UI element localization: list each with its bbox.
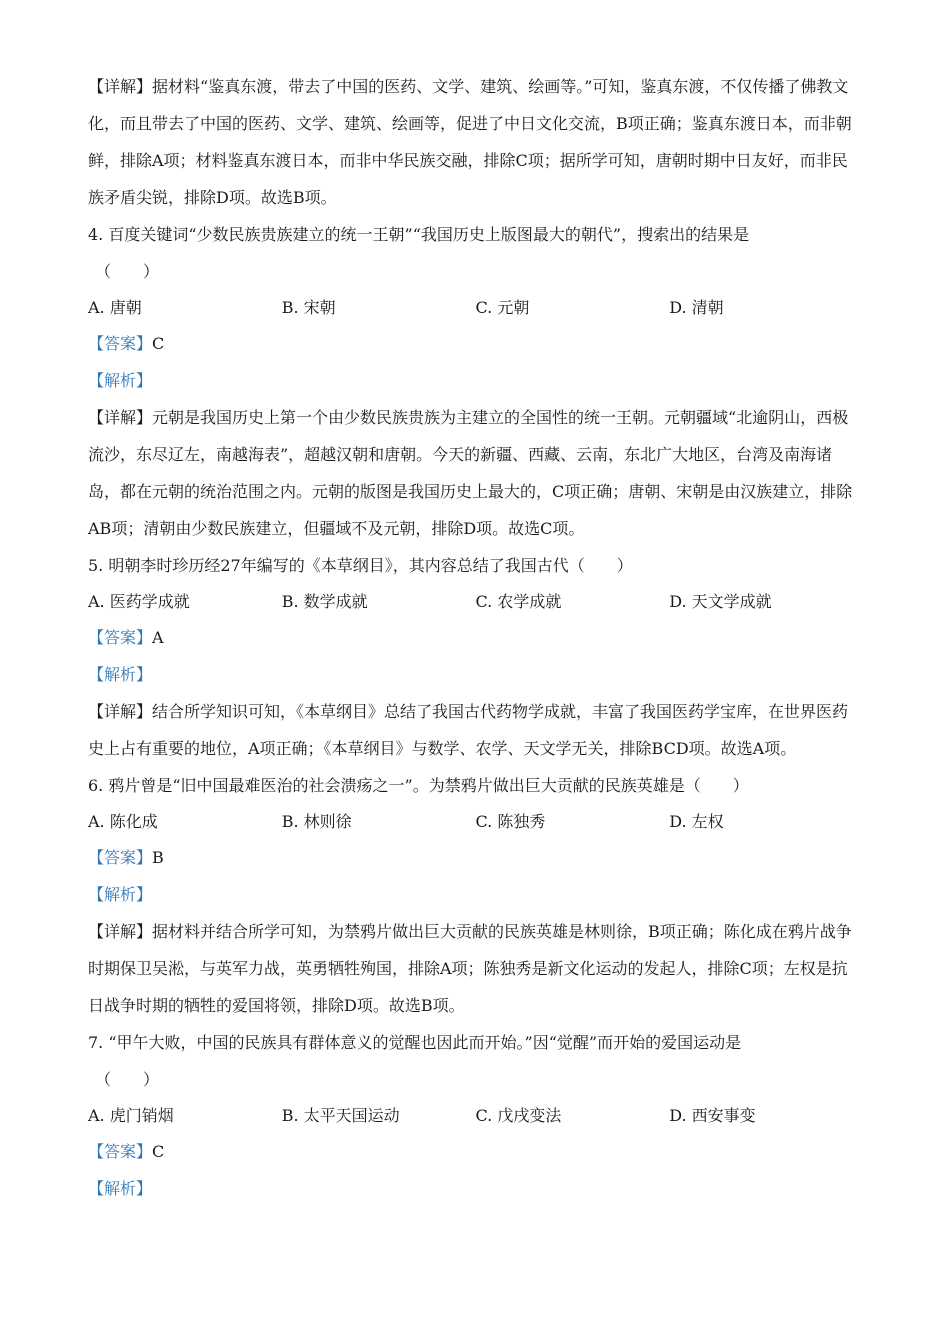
q5-detail-text: 结合所学知识可知，《本草纲目》总结了我国古代药物学成就，丰富了我国医药学宝库，在世界医药史上占有重要的地位，A项正确；《本草纲目》与数学、农学、天文学无关，排除BCD项。故选A项。 (88, 702, 849, 758)
q4-option-b: B. 宋朝 (281, 298, 336, 317)
q5-option-d: D. 天文学成就 (669, 592, 772, 611)
q3-detail-text: 据材料“鉴真东渡，带去了中国的医药、文学、建筑、绘画等。”可知，鉴真东渡，不仅传播了佛教文化，而且带去了中国的医药、文学、建筑、绘画等，促进了中日文化交流，B项正确；鉴真东渡日本，而非朝鲜，排除A项；材料鉴真东渡日本，而非中华民族交融，排除C项；据所学可知，唐朝时期中日友好，而非民族矛盾尖锐，排除D项。故选B项。 (88, 77, 852, 207)
q4-detail (88, 399, 863, 547)
q4-stem: 4. 百度关键词“少数民族贵族建立的统一王朝”“我国历史上版图最大的朝代”，搜索出的结果是 (88, 225, 750, 244)
q6-option-a: A. 陈化成 (88, 812, 158, 831)
q4-option-c: C. 元朝 (475, 298, 530, 317)
q7-answer-value: C (152, 1142, 165, 1161)
q7-answer-label: 【答案】 (88, 1142, 153, 1161)
q6-option-b: B. 林则徐 (281, 812, 352, 831)
q7-answer (88, 1133, 863, 1170)
q7-option-c: C. 戊戌变法 (475, 1106, 562, 1125)
q6-options (88, 804, 863, 839)
q7-options (88, 1098, 863, 1133)
q7-stem: 7. “甲午大败，中国的民族具有群体意义的觉醒也因此而开始。”因“觉醒”而开始的爱国运动是 (88, 1033, 742, 1052)
q6-answer (88, 839, 863, 876)
q5-answer (88, 619, 863, 656)
q7-option-a: A. 虎门销烟 (88, 1106, 174, 1125)
q4-option-d: D. 清朝 (669, 298, 724, 317)
q6-detail-label: 【详解】 (88, 922, 153, 941)
q6-stem: 6. 鸦片曾是“旧中国最难医治的社会溃疡之一”。为禁鸦片做出巨大贡献的民族英雄是（ ） (88, 776, 749, 795)
q3-detail (88, 68, 863, 216)
q4-answer (88, 325, 863, 362)
q6-answer-label: 【答案】 (88, 848, 153, 867)
q6-detail-text: 据材料并结合所学可知，为禁鸦片做出巨大贡献的民族英雄是林则徐，B项正确；陈化成在鸦片战争时期保卫吴淞，与英军力战，英勇牺牲殉国，排除A项；陈独秀是新文化运动的发起人，排除C项；左权是抗日战争时期的牺牲的爱国将领，排除D项。故选B项。 (88, 922, 852, 1015)
q5-detail-label: 【详解】 (88, 702, 153, 721)
q4-option-a: A. 唐朝 (88, 298, 142, 317)
q4-blank: （ ） (95, 262, 160, 281)
q4-analysis-label: 【解析】 (88, 371, 153, 390)
q7-option-b: B. 太平天国运动 (281, 1106, 400, 1125)
q5-option-b: B. 数学成就 (281, 592, 368, 611)
q5-answer-value: A (152, 628, 164, 647)
q5-option-c: C. 农学成就 (475, 592, 562, 611)
q6-option-d: D. 左权 (669, 812, 724, 831)
q4-answer-label: 【答案】 (88, 334, 153, 353)
q6-detail (88, 913, 863, 1024)
q3-detail-label: 【详解】 (88, 77, 153, 96)
document-content (88, 68, 863, 1207)
q4-answer-value: C (152, 334, 165, 353)
q5-stem: 5. 明朝李时珍历经27年编写的《本草纲目》，其内容总结了我国古代（ ） (88, 556, 633, 575)
q5-detail (88, 693, 863, 767)
q6-option-c: C. 陈独秀 (475, 812, 546, 831)
q6-analysis-label: 【解析】 (88, 885, 153, 904)
q5-analysis-label: 【解析】 (88, 665, 153, 684)
q5-option-a: A. 医药学成就 (88, 592, 190, 611)
q7-blank: （ ） (95, 1070, 160, 1089)
q5-answer-label: 【答案】 (88, 628, 153, 647)
q4-detail-text: 元朝是我国历史上第一个由少数民族贵族为主建立的全国性的统一王朝。元朝疆域“北逾阴山，西极流沙，东尽辽左，南越海表”，超越汉朝和唐朝。今天的新疆、西藏、云南，东北广大地区，台湾及南海诸岛，都在元朝的统治范围之内。元朝的版图是我国历史上最大的，C项正确；唐朝、宋朝是由汉族建立，排除AB项；清朝由少数民族建立，但疆域不及元朝，排除D项。故选C项。 (88, 408, 853, 538)
q5-options (88, 584, 863, 619)
q4-options (88, 290, 863, 325)
q6-answer-value: B (152, 848, 164, 867)
q7-analysis-label: 【解析】 (88, 1179, 153, 1198)
q4-detail-label: 【详解】 (88, 408, 153, 427)
q7-option-d: D. 西安事变 (669, 1106, 756, 1125)
